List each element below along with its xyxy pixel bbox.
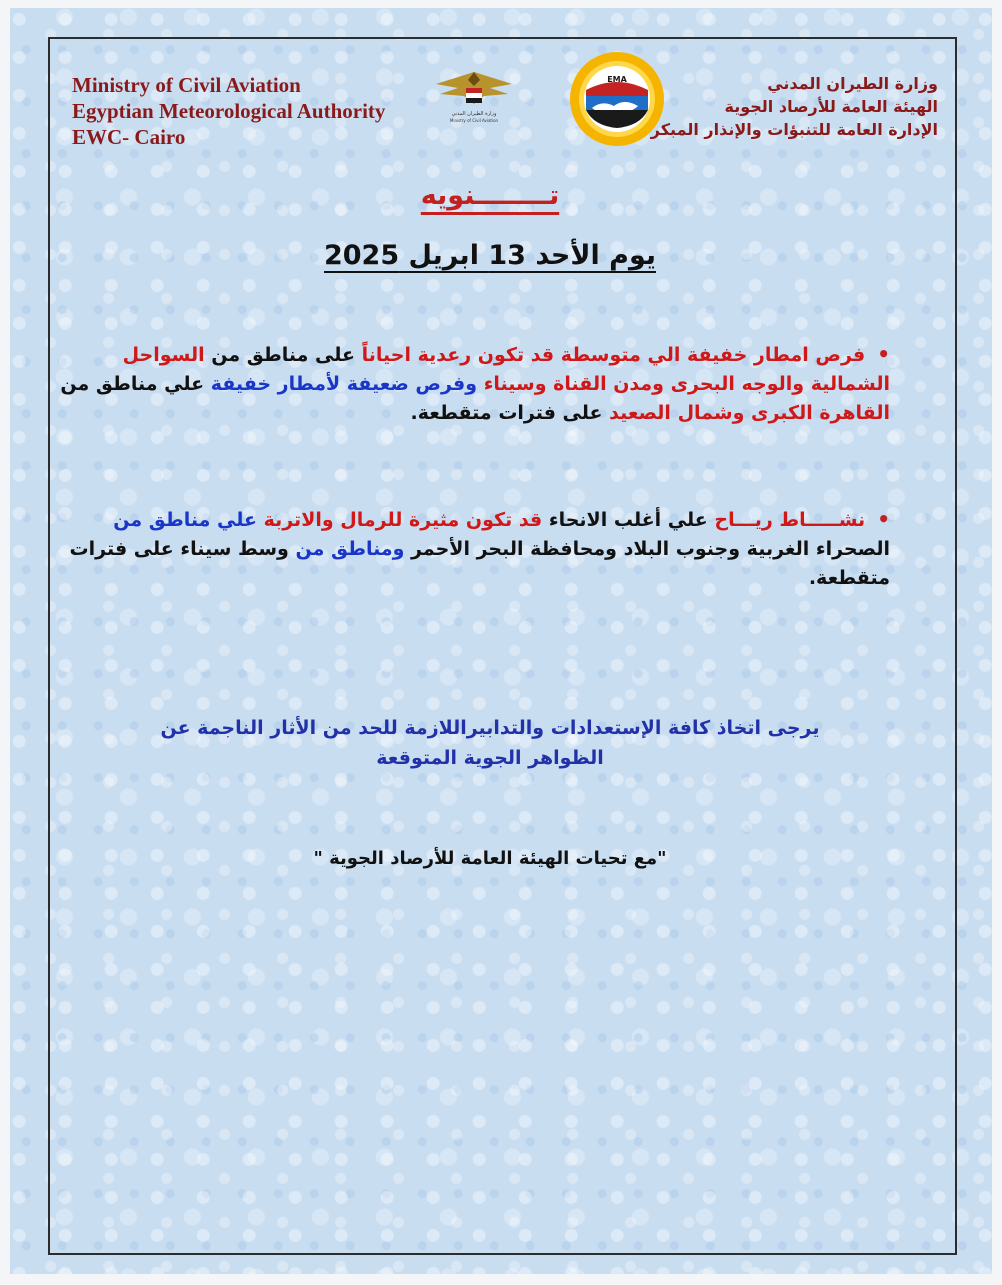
header-en-ministry: Ministry of Civil Aviation [72,73,301,97]
rain-weak-chance: فرص ضعيفة لأمطار خفيفة [210,373,466,395]
rain-connector-3: علي مناطق من [60,373,211,395]
closing-greeting: "مع تحيات الهيئة العامة للأرصاد الجوية " [313,848,667,869]
notice-title [300,180,680,211]
precaution-line-1: يرجى اتخاذ كافة الإستعدادات والتدابيراللازمة للحد من الأثار الناجمة عن [160,717,820,739]
rain-connector-1: على مناطق من [204,344,362,366]
forecast-bullet-rain [60,340,890,428]
notice-date-text: يوم الأحد 13 ابريل 2025 [323,240,657,271]
rain-timing: على فترات متقطعة. [410,402,610,424]
header-english [72,72,385,150]
notice-date [260,240,720,271]
page-border [48,37,957,1255]
wind-connector-3: ومناطق من [295,538,405,560]
ministry-eagle-logo [428,66,520,126]
bullet-dot-icon: • [877,507,890,531]
wind-phrase: نشـــــاط ريـــاح [714,509,866,531]
wind-connector-2: علي مناطق من [113,509,264,531]
header-arabic [651,72,938,141]
ema-logo-label: EMA [607,75,627,84]
bullet-dot-icon: • [877,342,890,366]
rain-regions-cairo: القاهرة الكبرى وشمال الصعيد [609,402,890,424]
wind-dust-phrase: قد تكون مثيرة للرمال والاتربة [263,509,543,531]
precaution-line-2: الظواهر الجوية المتوقعة [376,747,604,769]
header-en-authority: Egyptian Meteorological Authority [72,99,386,123]
wind-regions: الصحراء الغربية وجنوب البلاد ومحافظة البحر الأحمر [404,538,890,560]
wind-connector-1: علي أغلب الانحاء [542,509,715,531]
rain-regions-north: السواحل الشمالية والوجه البحرى ومدن القناة وسيناء [122,344,890,395]
header-ar-authority: الهيئة العامة للأرصاد الجوية [724,97,938,116]
header-en-center: EWC- Cairo [72,125,186,149]
wind-regions-sinai: وسط سيناء على فترات متقطعة. [69,538,890,589]
rain-connector-2: و [465,373,484,395]
ministry-logo-caption-en: Ministry of Civil Aviation [449,118,499,123]
forecast-bullet-wind [60,505,890,593]
rain-phrase: فرص امطار خفيفة الي متوسطة قد تكون رعدية احياناً [361,344,866,366]
header-ar-ministry: وزارة الطيران المدني [767,74,938,93]
header-ar-administration: الإدارة العامة للتنبؤات والإنذار المبكر [650,120,938,139]
ministry-logo-caption-ar: وزارة الطيران المدني [451,111,497,117]
precaution-notice [140,713,840,773]
notice-title-text: تــــــــنويه [420,180,560,211]
